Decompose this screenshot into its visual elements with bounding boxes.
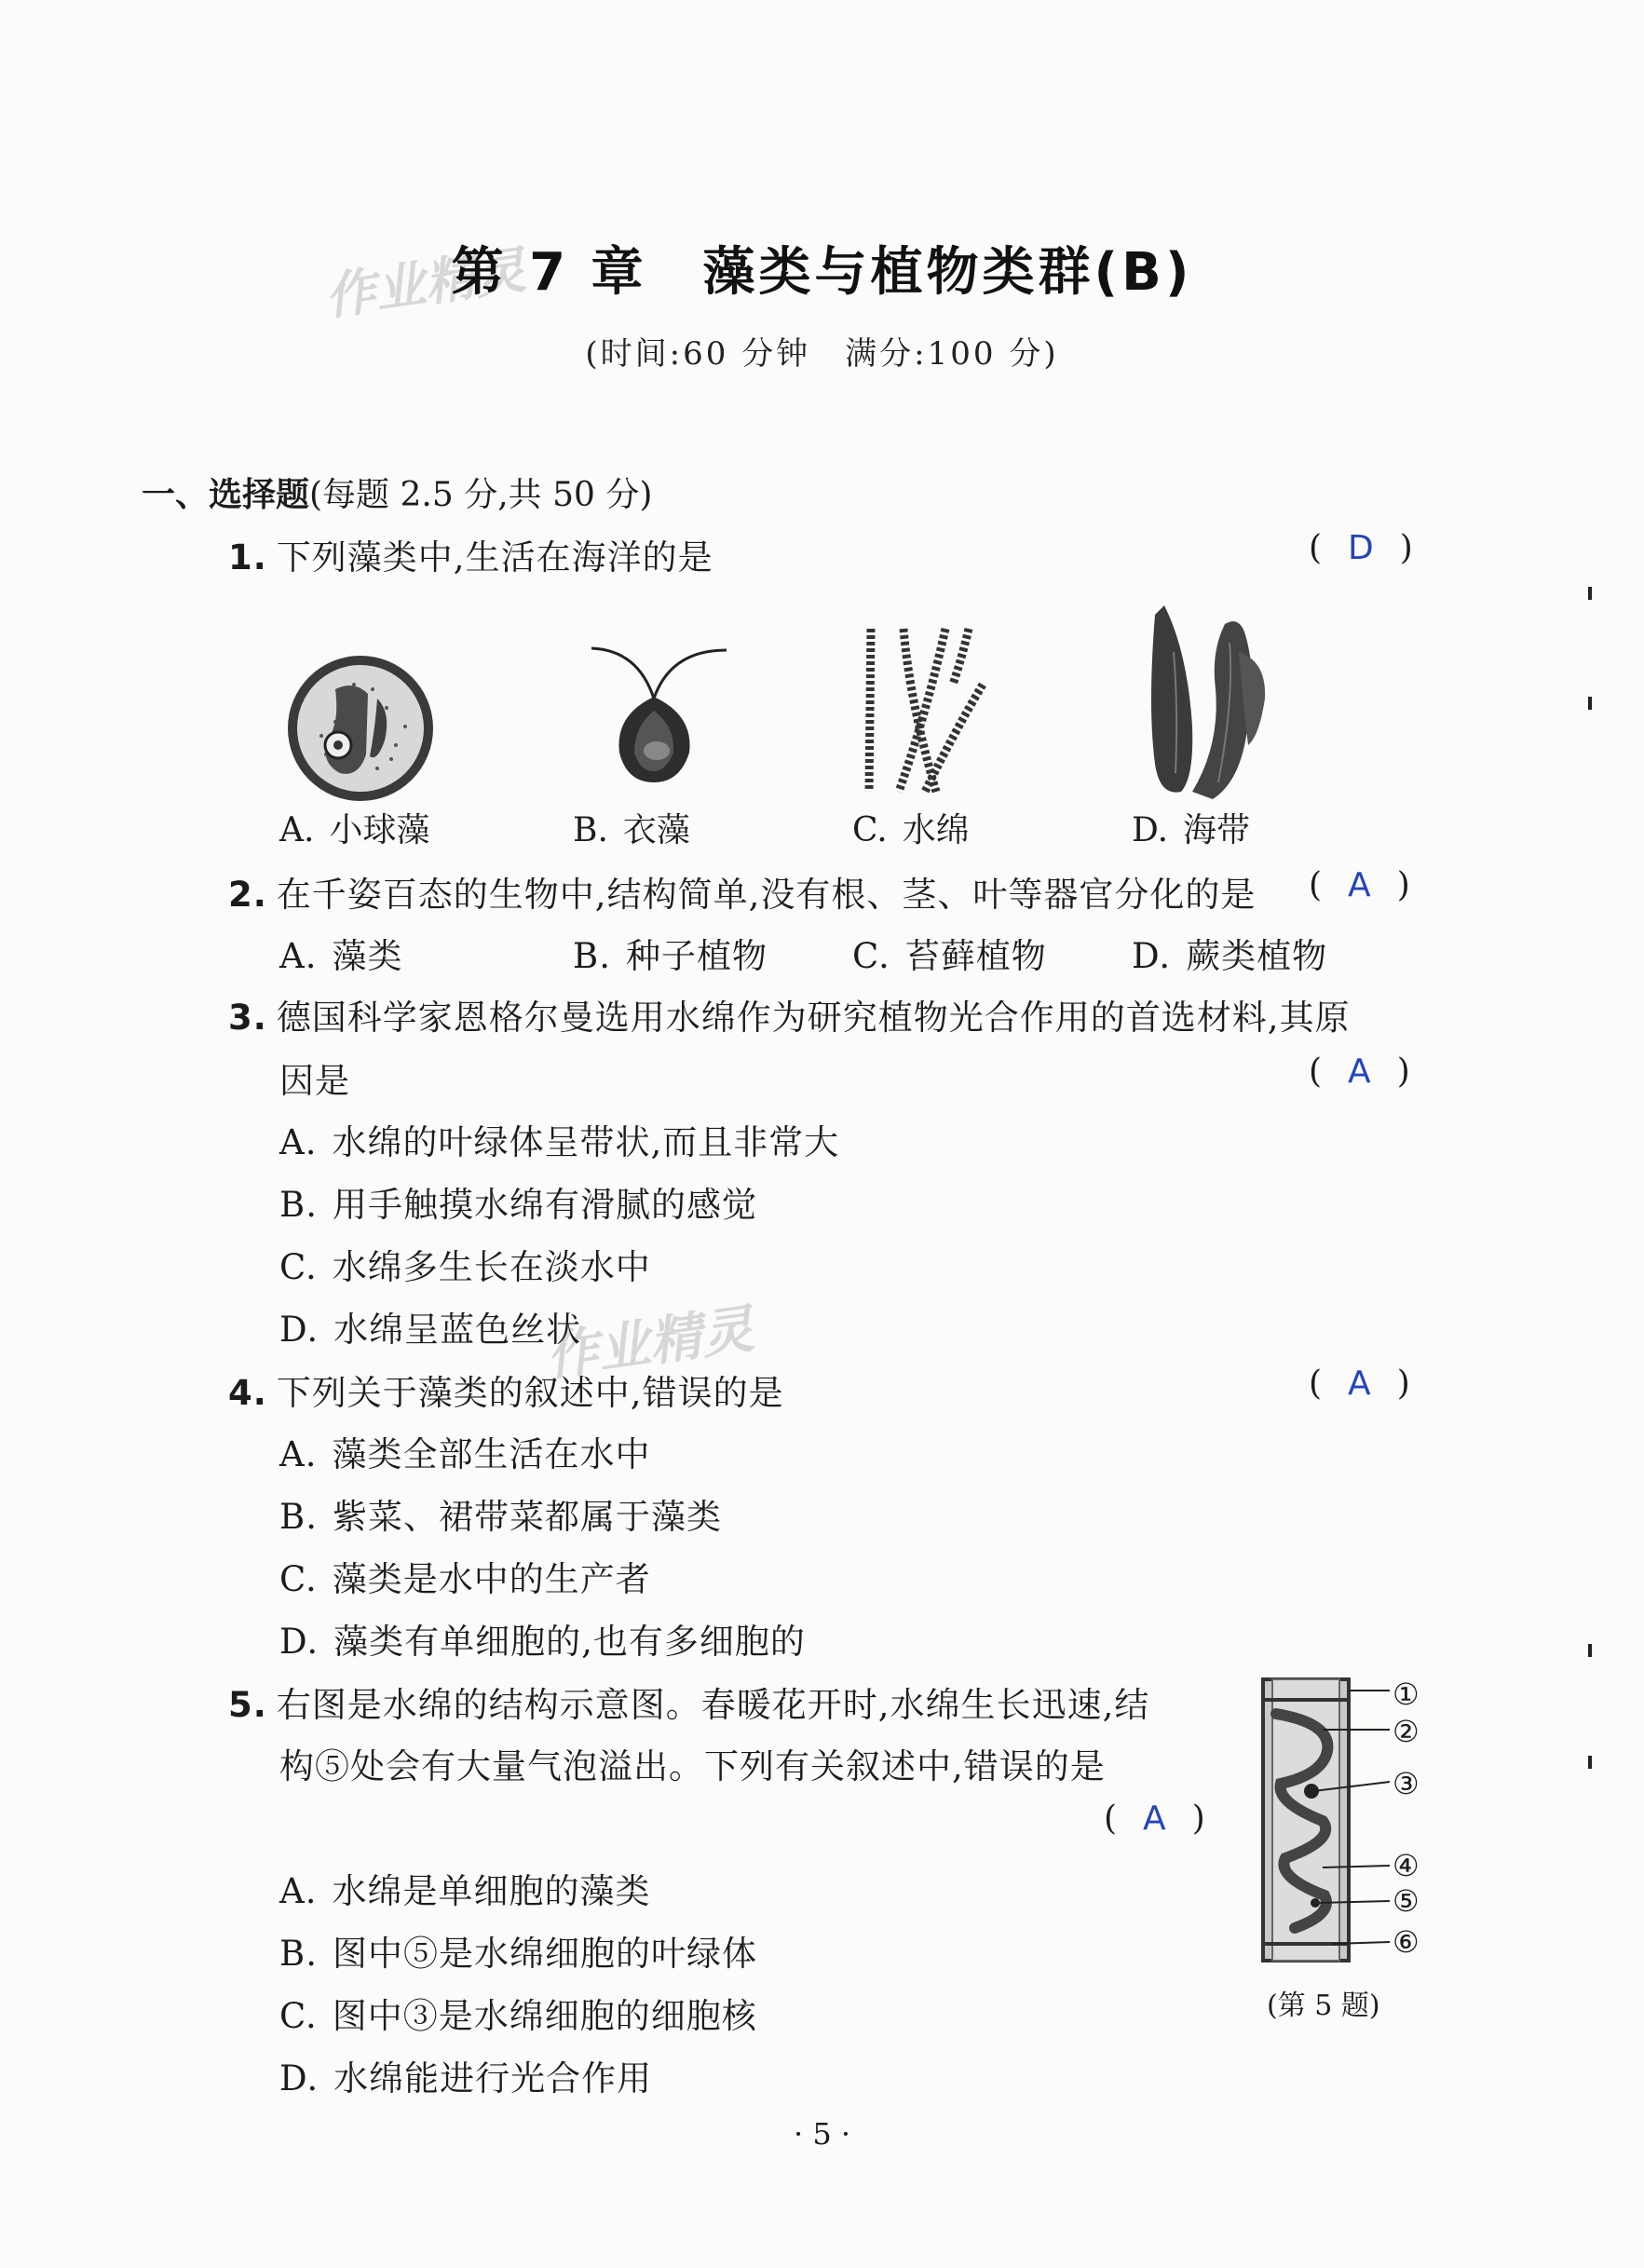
diagram-mark-2: ② [1393,1714,1420,1749]
option-text: 水绵是单细胞的藻类 [332,1871,651,1911]
question-5-stem-line1 [228,1677,1149,1727]
option-letter: D. [279,1310,319,1350]
question-number: 3. [228,998,267,1038]
figure-label-c [852,804,970,851]
option-text: 小球藻 [329,811,430,849]
option-letter: C. [852,811,888,849]
option-letter: D. [279,1622,319,1662]
question-1-stem [228,529,713,579]
option-letter: C. [279,1247,318,1287]
answer-letter: A [1348,1053,1371,1091]
option-q2-a [279,928,402,978]
bracket-close: ) [1191,1799,1205,1838]
answer-bracket-q4 [1309,1365,1410,1403]
question-2-stem [228,866,1256,917]
option-q2-b [573,928,768,978]
kelp-figure [1136,596,1276,806]
margin-mark [1588,587,1592,600]
option-text: 图中⑤是水绵细胞的叶绿体 [332,1934,757,1974]
option-text: 海带 [1183,811,1251,849]
option-text: 水绵多生长在淡水中 [332,1247,651,1287]
diagram-mark-1: ① [1393,1677,1420,1712]
option-q2-d [1132,928,1327,978]
figure-label-a [279,804,429,851]
option-q5-b [279,1925,757,1976]
option-letter: B. [573,936,611,976]
exam-info: (时间:60 分钟 满分:100 分) [585,335,1059,373]
answer-bracket-q2 [1309,866,1410,904]
bracket-open: ( [1309,866,1323,904]
chapter-title: 第 7 章 藻类与植物类群(B) [451,242,1193,303]
option-letter: A. [279,936,318,976]
figure-caption: (第 5 题) [1267,1990,1380,2022]
option-letter: D. [279,2058,319,2098]
section-heading [142,469,652,516]
question-number: 1. [228,537,267,577]
diagram-mark-4: ④ [1393,1848,1420,1883]
question-4-stem [228,1365,784,1415]
option-text: 藻类有单细胞的,也有多细胞的 [333,1622,806,1662]
bracket-close: ) [1399,529,1413,567]
option-text: 藻类 [332,936,403,976]
option-text: 图中③是水绵细胞的细胞核 [332,1996,757,2036]
margin-mark [1588,697,1592,710]
spirogyra-cell-diagram [1257,1672,1453,1970]
option-text: 种子植物 [625,936,768,976]
question-number: 4. [228,1373,267,1413]
option-q5-c [279,1988,757,2038]
option-letter: A. [279,811,315,849]
answer-letter: A [1348,1365,1371,1403]
option-q3-b [279,1176,757,1227]
watermark-middle: 作业精灵 [542,1298,758,1389]
diagram-mark-3: ③ [1393,1766,1420,1801]
option-letter: A. [279,1871,318,1911]
answer-letter: D [1348,529,1374,567]
question-text: 在千姿百态的生物中,结构简单,没有根、茎、叶等器官分化的是 [276,875,1257,915]
option-letter: D. [1132,811,1169,849]
answer-letter: A [1143,1799,1166,1838]
section-note: (每题 2.5 分,共 50 分) [309,476,653,514]
option-text: 衣藻 [622,811,690,849]
option-text: 水绵的叶绿体呈带状,而且非常大 [332,1122,840,1162]
option-text: 水绵呈蓝色丝状 [333,1310,582,1350]
section-label: 一、选择题 [142,476,310,514]
spirogyra-figure [852,619,1001,796]
bracket-close: ) [1396,1053,1410,1091]
margin-mark [1588,1644,1592,1657]
question-3-stem-line2: 因是 [279,1061,350,1101]
answer-bracket-q1 [1309,529,1413,567]
diagram-mark-6: ⑥ [1393,1924,1420,1960]
question-text: 下列关于藻类的叙述中,错误的是 [276,1373,784,1413]
option-letter: C. [279,1996,318,2036]
option-letter: B. [279,1497,318,1537]
option-text: 蕨类植物 [1186,936,1328,976]
option-q3-c [279,1239,651,1289]
bracket-open: ( [1309,529,1323,567]
option-text: 藻类是水中的生产者 [332,1559,651,1599]
option-q3-a [279,1114,839,1164]
option-letter: A. [279,1434,318,1474]
question-number: 2. [228,875,267,915]
option-letter: B. [279,1934,318,1974]
chlamydomonas-figure [573,641,736,790]
option-text: 用手触摸水绵有滑腻的感觉 [332,1185,757,1225]
margin-mark [1588,1756,1592,1769]
figure-label-d [1132,804,1250,851]
option-letter: B. [573,811,608,849]
bracket-open: ( [1104,1799,1118,1838]
option-q4-c [279,1551,651,1601]
option-q4-d [279,1613,806,1664]
bracket-open: ( [1309,1053,1323,1091]
option-letter: C. [852,936,890,976]
option-text: 水绵 [902,811,970,849]
option-q4-b [279,1488,722,1539]
option-text: 紫菜、裙带菜都属于藻类 [332,1497,722,1537]
question-text: 下列藻类中,生活在海洋的是 [276,537,713,577]
option-letter: A. [279,1122,318,1162]
figure-label-b [573,804,690,851]
option-q5-d [279,2050,652,2100]
option-letter: D. [1132,936,1172,976]
bracket-open: ( [1309,1365,1323,1403]
option-q2-c [852,928,1047,978]
answer-bracket-q5 [1104,1799,1205,1838]
diagram-mark-5: ⑤ [1393,1883,1420,1919]
option-letter: C. [279,1559,318,1599]
question-text: 右图是水绵的结构示意图。春暖花开时,水绵生长迅速,结 [276,1685,1150,1725]
bracket-close: ) [1396,866,1410,904]
option-text: 藻类全部生活在水中 [332,1434,651,1474]
question-number: 5. [228,1685,267,1725]
option-q4-a [279,1426,650,1476]
option-q5-a [279,1863,650,1913]
bracket-close: ) [1396,1365,1410,1403]
page-number: · 5 · [793,2116,851,2152]
question-5-stem-line2: 构⑤处会有大量气泡溢出。下列有关叙述中,错误的是 [279,1746,1106,1786]
question-3-stem-line1 [228,989,1351,1039]
question-text: 德国科学家恩格尔曼选用水绵作为研究植物光合作用的首选材料,其原 [276,998,1351,1038]
option-text: 水绵能进行光合作用 [333,2058,653,2098]
chlorella-figure [284,652,438,806]
answer-letter: A [1348,866,1371,904]
watermark-top: 作业精灵 [321,240,529,327]
option-text: 苔藓植物 [904,936,1047,976]
option-letter: B. [279,1185,318,1225]
answer-bracket-q3 [1309,1053,1410,1091]
option-q3-d [279,1301,581,1351]
